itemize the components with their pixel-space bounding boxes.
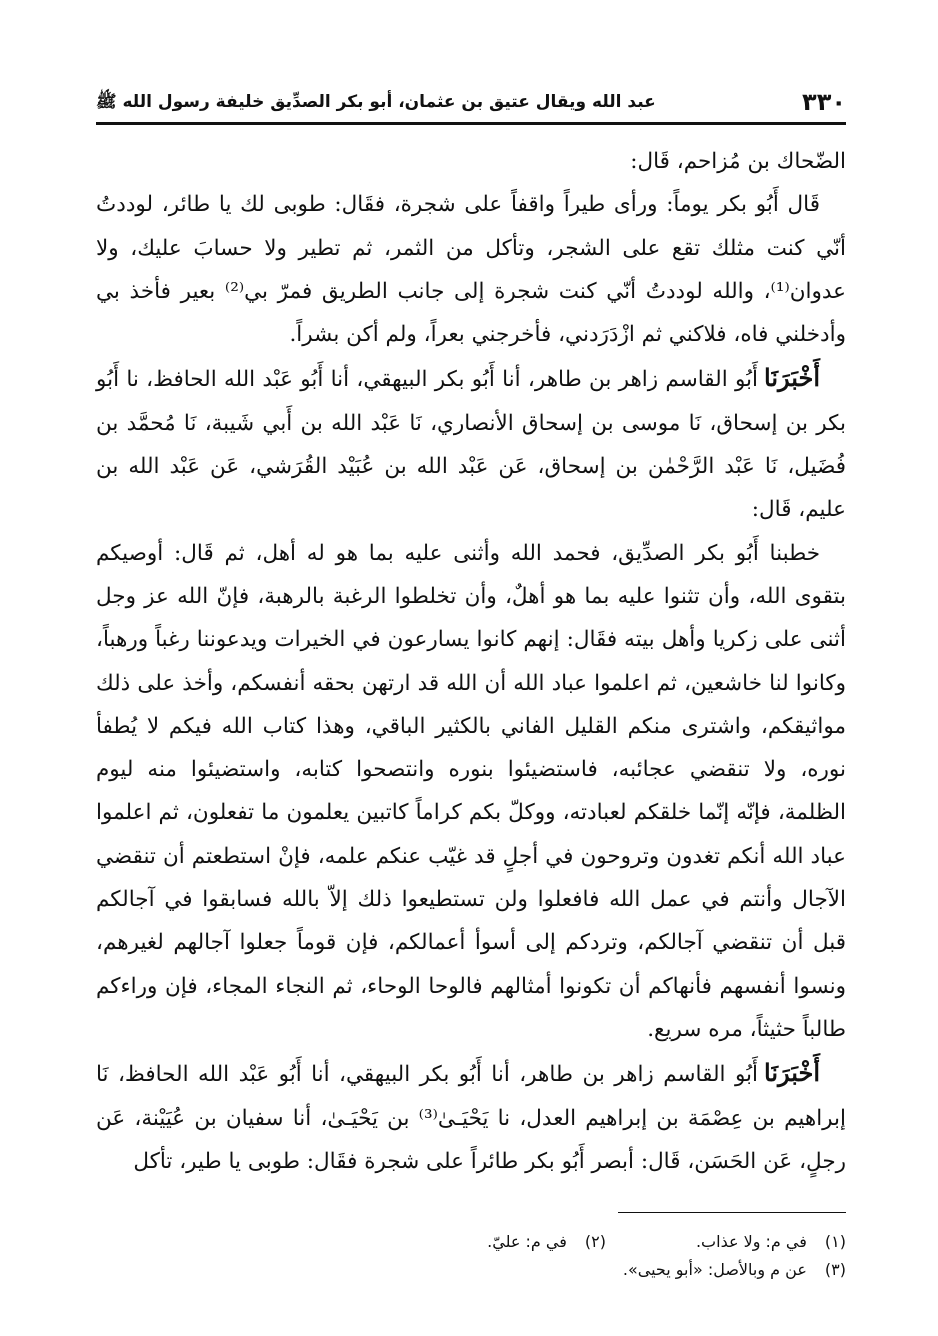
body-text <box>96 140 846 1183</box>
footnote-text: في م: عليّ. <box>487 1232 567 1251</box>
paragraph <box>96 1051 846 1183</box>
running-title: عبد الله ويقال عتيق بن عثمان، أبو بكر الصدِّيق خليفة رسول الله ﷺ <box>96 92 656 112</box>
footnotes <box>96 1228 846 1284</box>
paragraph <box>96 183 846 356</box>
footnote-row <box>96 1256 846 1284</box>
paragraph <box>96 140 846 183</box>
footnote-number: (١) <box>824 1232 846 1251</box>
paragraph-text: أَبُو القاسم زاهر بن طاهر، أنا أَبُو بكر البيهقي، أنا أَبُو عَبْد الله الحافظ، نَا إبراهيم بن عِصْمَة بن إبراهيم العدل، نا يَحْيَـىٰ⁽³⁾ بن يَحْيَـىٰ، أنا سفيان بن عُيَيْنة، عَن رجلٍ، عَن الحَسَن، قَال: أبصر أَبُو بكر طائراً على شجرة فقَال: طوبى يا طير، تأكل <box>96 1062 846 1174</box>
paragraph-text: أَبُو القاسم زاهر بن طاهر، أنا أَبُو بكر البيهقي، أنا أَبُو عَبْد الله الحافظ، نا أَبُو بكر بن إسحاق، نَا موسى بن إسحاق الأنصاري، نَا عَبْد الله بن أَبي شَيبة، نَا مُحمَّد بن فُضَيل، نَا عَبْد الرَّحْمٰن بن إسحاق، عَن عَبْد الله بن عُبَيْد القُرَشي، عَن عَبْد الله بن عليم، قَال: <box>96 367 846 523</box>
footnote <box>696 1228 846 1256</box>
footnote-text: في م: ولا عذاب. <box>695 1232 807 1251</box>
paragraph-text: خطبنا أَبُو بكر الصدِّيق، فحمد الله وأثنى عليه بما هو له أهل، ثم قَال: أوصيكم بتقوى الله، وأن تثنوا عليه بما هو أهلٌ، وأن تخلطوا الرغبة بالرهبة، فإنّ الله عز وجل أثنى على زكريا وأهل بيته فقَال: إنهم كانوا يسارعون في الخيرات ويدعوننا رغباً ورهباً، وكانوا لنا خاشعين، ثم اعلموا عباد الله أن الله قد ارتهن بحقه أنفسكم، وأخذ على ذلك مواثيقكم، واشترى منكم القليل الفاني بالكثير الباقي، وهذا كتاب الله فيكم لا يُطفأ نوره، ولا تنقضي عجائبه، فاستضيئوا بنوره وانتصحوا كتابه، واستضيئوا منه ليوم الظلمة، فإنّه إنّما خلقكم لعبادته، ووكلّ بكم كراماً كاتبين يعلمون ما تفعلون، ثم اعلموا عباد الله أنكم تغدون وتروحون في أجلٍ قد غيّب عنكم علمه، فإنْ استطعتم أن تنقضي الآجال وأنتم في عمل الله فافعلوا ولن تستطيعوا ذلك إلاّ بالله فسابقوا في آجالكم قبل أن تنقضي آجالكم، وتردكم إلى أسوأ أعمالكم، فإن قوماً جعلوا آجالهم لغيرهم، ونسوا أنفسهم فأنهاكم أن تكونوا أمثالهم فالوحا الوحاء، ثم النجاء المجاء، فإن وراءكم طالباً حثيثاً، مره سريع. <box>96 540 846 1042</box>
paragraph-text: قَال أَبُو بكر يوماً: ورأى طيراً واقفاً على شجرة، فقَال: طوبى لك يا طائر، لوددتُ أنّي كنت مثلك تقع على الشجر، وتأكل من الثمر، ثم تطير ولا حسابَ عليك، ولا عدوان⁽¹⁾، والله لوددتُ أنّي كنت شجرة إلى جانب الطريق فمرّ بي⁽²⁾ بعير فأخذ بي وأدخلني فاه، فلاكني ثم ازْدَرَدني، فأخرجني بعراً، ولم أكن بشراً. <box>96 192 846 348</box>
footnote-text: عن م وبالأصل: «أبو يحيى». <box>622 1260 807 1279</box>
paragraph <box>96 532 846 1052</box>
page-header <box>96 72 846 125</box>
footnote-divider <box>618 1212 846 1213</box>
footnote-row <box>96 1228 846 1256</box>
paragraph-lead-word: أَخْبَرَنَا <box>764 1058 820 1088</box>
footnote <box>623 1256 846 1284</box>
paragraph <box>96 356 846 531</box>
paragraph-lead-word: أَخْبَرَنَا <box>764 363 820 393</box>
footnote <box>487 1228 606 1256</box>
page-number: ٣٣٠ <box>802 88 846 116</box>
footnote-number: (٢) <box>584 1232 606 1251</box>
paragraph-text: الضّحاك بن مُزاحم، قَال: <box>630 149 846 174</box>
footnote-number: (٣) <box>824 1260 846 1279</box>
